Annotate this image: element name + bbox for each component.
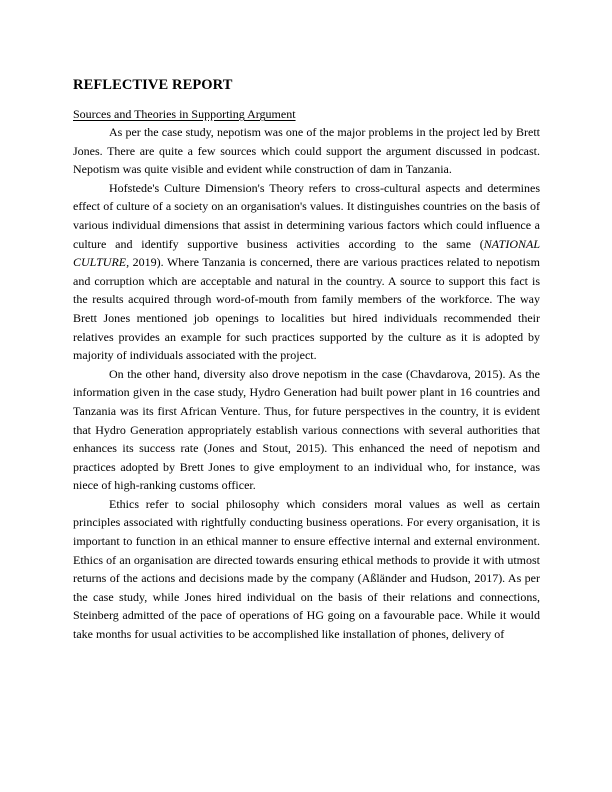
paragraph-text: Hofstede's Culture Dimension's Theory refers to cross-cultural aspects and determines effect of culture of a society on an organisation's values. It distinguishes countries on the basis of various individual dimensions that assist in determining various factors which could influence a culture and identify supportive business activities according to the same ( <box>73 180 540 251</box>
paragraph-text: 2019). Where Tanzania is concerned, there are various practices related to nepotism and corruption which are acceptable and natural in the country. A source to support this fact is the results acquired through word-of-mouth from family members of the workforce. The way Brett Jones mentioned job openings to localities but hired individuals recommended their relatives provides an example for such practices supported by the culture as it is adopted by majority of individuals associated with the project. <box>73 255 540 363</box>
body-paragraph <box>73 495 540 644</box>
body-paragraph <box>73 365 540 495</box>
paragraph-text: On the other hand, diversity also drove nepotism in the case (Chavdarova, 2015). As the information given in the case study, Hydro Generation had built power plant in 16 countries and Tanzania was its first African Venture. Thus, for future perspectives in the country, it is evident that Hydro Generation appropriately establish various connections with several authorities that enhances its success rate (Jones and Stout, 2015). This enhanced the need of nepotism and practices adopted by Brett Jones to give employment to an individual who, for instance, was niece of high-ranking customs officer. <box>73 366 540 493</box>
paragraph-text: As per the case study, nepotism was one of the major problems in the project led by Brett Jones. There are quite a few sources which could support the argument discussed in podcast. Nepotism was quite visible and evident while construction of dam in Tanzania. <box>73 125 540 177</box>
document-body <box>73 76 540 644</box>
paragraph-container <box>73 123 540 644</box>
section-heading: Sources and Theories in Supporting Argument <box>73 107 296 121</box>
body-paragraph <box>73 123 540 179</box>
body-paragraph <box>73 179 540 365</box>
paragraph-text: Ethics refer to social philosophy which considers moral values as well as certain principles associated with rightfully conducting business operations. For every organisation, it is important to function in an ethical manner to ensure effective internal and external environment. Ethics of an organisation are directed towards ensuring ethical methods to provide it with utmost returns of the actions and decisions made by the company (Aßländer and Hudson, 2017). As per the case study, while Jones hired individual on the basis of their relations and connections, Steinberg admitted of the pace of operations of HG going on a favourable pace. While it would take months for usual activities to be accomplished like installation of phones, delivery of <box>73 496 540 642</box>
report-title: REFLECTIVE REPORT <box>73 77 233 93</box>
italic-citation: NATIONAL CULTURE, <box>73 236 540 270</box>
